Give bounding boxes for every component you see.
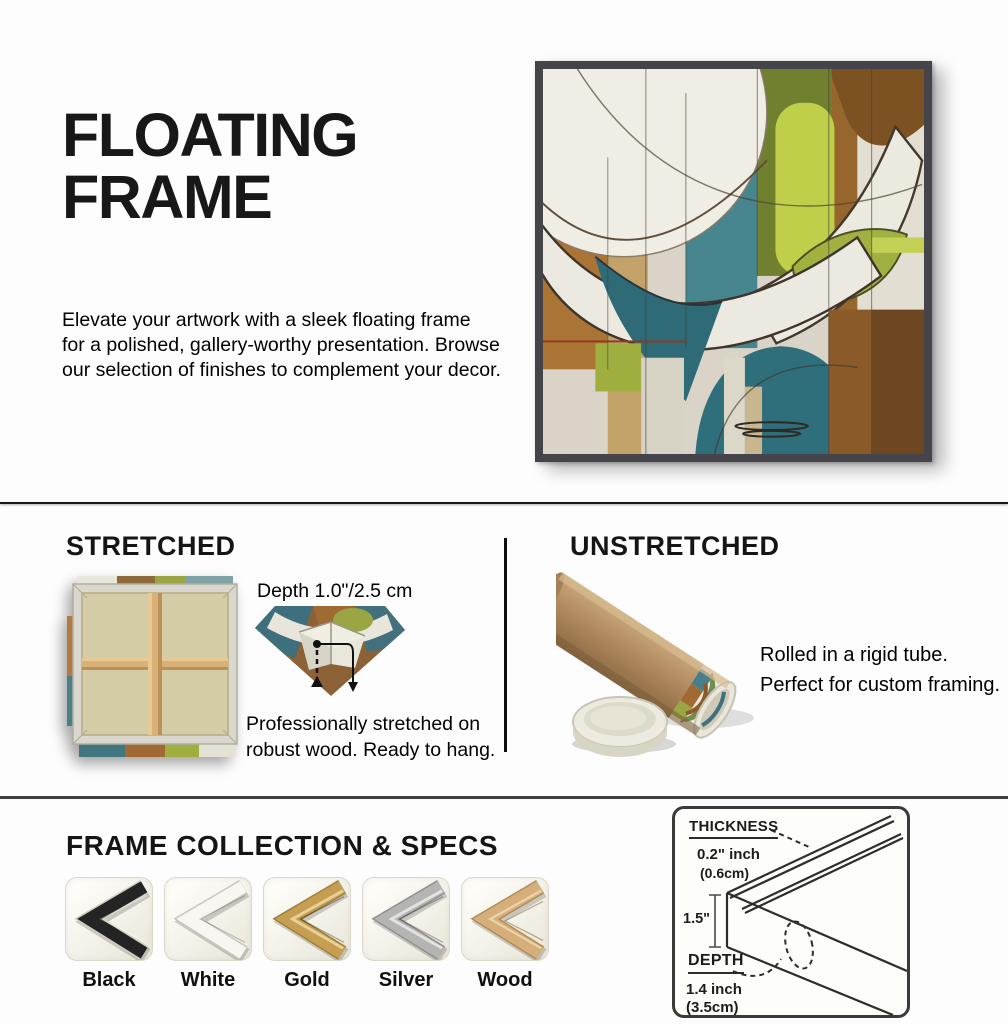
hero-description-line: Elevate your artwork with a sleek floating frame xyxy=(62,309,471,331)
unstretched-caption-line: Perfect for custom framing. xyxy=(760,674,1001,696)
collection-heading: FRAME COLLECTION & SPECS xyxy=(66,830,499,861)
frame-swatch-label: Gold xyxy=(284,969,330,991)
frame-swatch-gold xyxy=(263,877,351,992)
frame-swatch-black xyxy=(65,877,153,992)
canvas-back-graphic xyxy=(67,576,243,757)
unstretched-caption-line: Rolled in a rigid tube. xyxy=(760,644,948,666)
column-divider xyxy=(504,538,507,752)
depth-note: Depth 1.0"/2.5 cm xyxy=(257,580,413,602)
stretched-caption xyxy=(246,712,495,763)
rolled-canvas-tube-image xyxy=(556,570,754,768)
page-title-line1: FLOATING xyxy=(62,101,358,169)
depth-value-inch: 1.4 inch xyxy=(686,981,742,998)
frame-swatch-white xyxy=(164,877,252,992)
hero-description-line: our selection of finishes to complement your decor. xyxy=(62,359,501,381)
frame-swatch-label: White xyxy=(180,969,236,991)
side-height-value: 1.5" xyxy=(683,911,711,927)
floating-frame-artwork-image xyxy=(535,61,932,462)
depth-value-cm: (3.5cm) xyxy=(686,999,739,1016)
corner-depth-graphic xyxy=(255,606,405,702)
frame-swatch-label: Wood xyxy=(477,969,533,991)
unstretched-heading: UNSTRETCHED xyxy=(570,531,780,561)
page-title xyxy=(62,101,358,231)
stretched-heading: STRETCHED xyxy=(66,531,236,561)
stretched-caption-line: Professionally stretched on xyxy=(246,713,481,735)
frame-swatch-image xyxy=(263,877,351,961)
frame-swatch-image xyxy=(65,877,153,961)
thickness-value-inch: 0.2" inch xyxy=(697,846,760,863)
frame-swatch-label: Silver xyxy=(378,969,434,991)
frame-swatch-wood xyxy=(461,877,549,992)
section-divider xyxy=(0,502,1008,504)
hero-description-line: for a polished, gallery-worthy presentation. Browse xyxy=(62,334,500,356)
frame-swatch-label: Black xyxy=(82,969,136,991)
canvas-corner-depth-image xyxy=(255,606,405,702)
stretched-caption-line: robust wood. Ready to hang. xyxy=(246,738,496,761)
frame-swatch-silver xyxy=(362,877,450,992)
tube-graphic xyxy=(556,570,754,768)
stretched-canvas-back-image xyxy=(67,576,243,757)
section-divider xyxy=(0,796,1008,799)
frame-spec-diagram xyxy=(672,806,910,1018)
thickness-value-cm: (0.6cm) xyxy=(700,865,750,881)
hero-description xyxy=(62,308,532,383)
frame-swatch-image xyxy=(362,877,450,961)
unstretched-caption xyxy=(760,640,1000,700)
abstract-artwork xyxy=(543,69,924,454)
frame-swatch-image xyxy=(164,877,252,961)
thickness-label: THICKNESS xyxy=(689,818,778,839)
frame-swatch-image xyxy=(461,877,549,961)
page-title-line2: FRAME xyxy=(62,163,272,231)
depth-label: DEPTH xyxy=(688,952,744,974)
